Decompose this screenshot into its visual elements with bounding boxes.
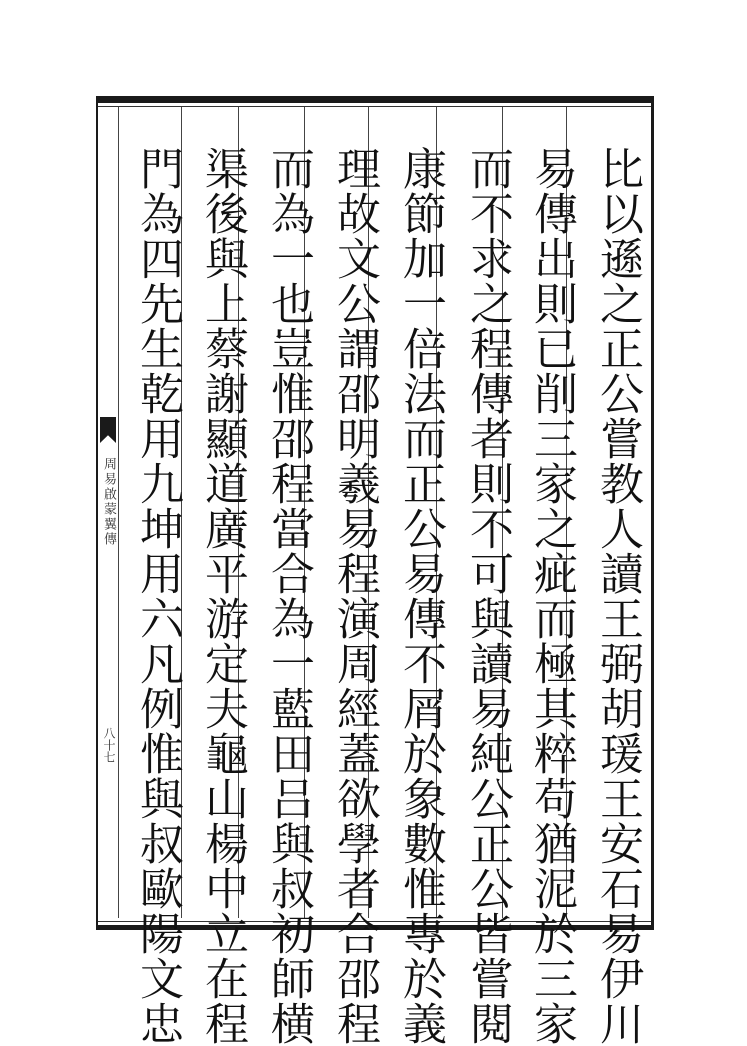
page-number: 八十七 <box>102 727 116 763</box>
text-column-5: 理故文公謂邵明羲易程演周經蓋欲學者合邵程 <box>329 146 380 1046</box>
page-frame <box>96 96 654 1046</box>
text-column-4: 康節加一倍法而正公易傳不屑於象數惟專於義 <box>395 146 446 1046</box>
top-inner-border <box>96 106 654 107</box>
center-fold-margin <box>98 107 118 918</box>
book-title: 周易啟蒙翼傳 <box>101 457 116 547</box>
right-border <box>651 96 654 930</box>
top-border <box>96 96 654 103</box>
fish-tail-mark <box>100 417 116 443</box>
column-divider <box>118 107 119 918</box>
text-column-2: 易傳出則已削三家之疵而極其粹苟猶泥於三家 <box>526 146 577 1046</box>
text-column-8: 門為四先生乾用九坤用六凡例惟與叔歐陽文忠 <box>132 146 183 1046</box>
text-column-1: 比以遜之正公嘗教人讀王弼胡瑗王安石易伊川 <box>592 146 643 1046</box>
text-column-7: 渠後與上蔡謝顯道廣平游定夫龜山楊中立在程 <box>197 146 248 1046</box>
text-column-6: 而為一也豈惟邵程當合為一藍田吕與叔初師横 <box>263 146 314 1046</box>
text-column-3: 而不求之程傳者則不可與讀易純公正公皆嘗閱 <box>462 146 513 1046</box>
